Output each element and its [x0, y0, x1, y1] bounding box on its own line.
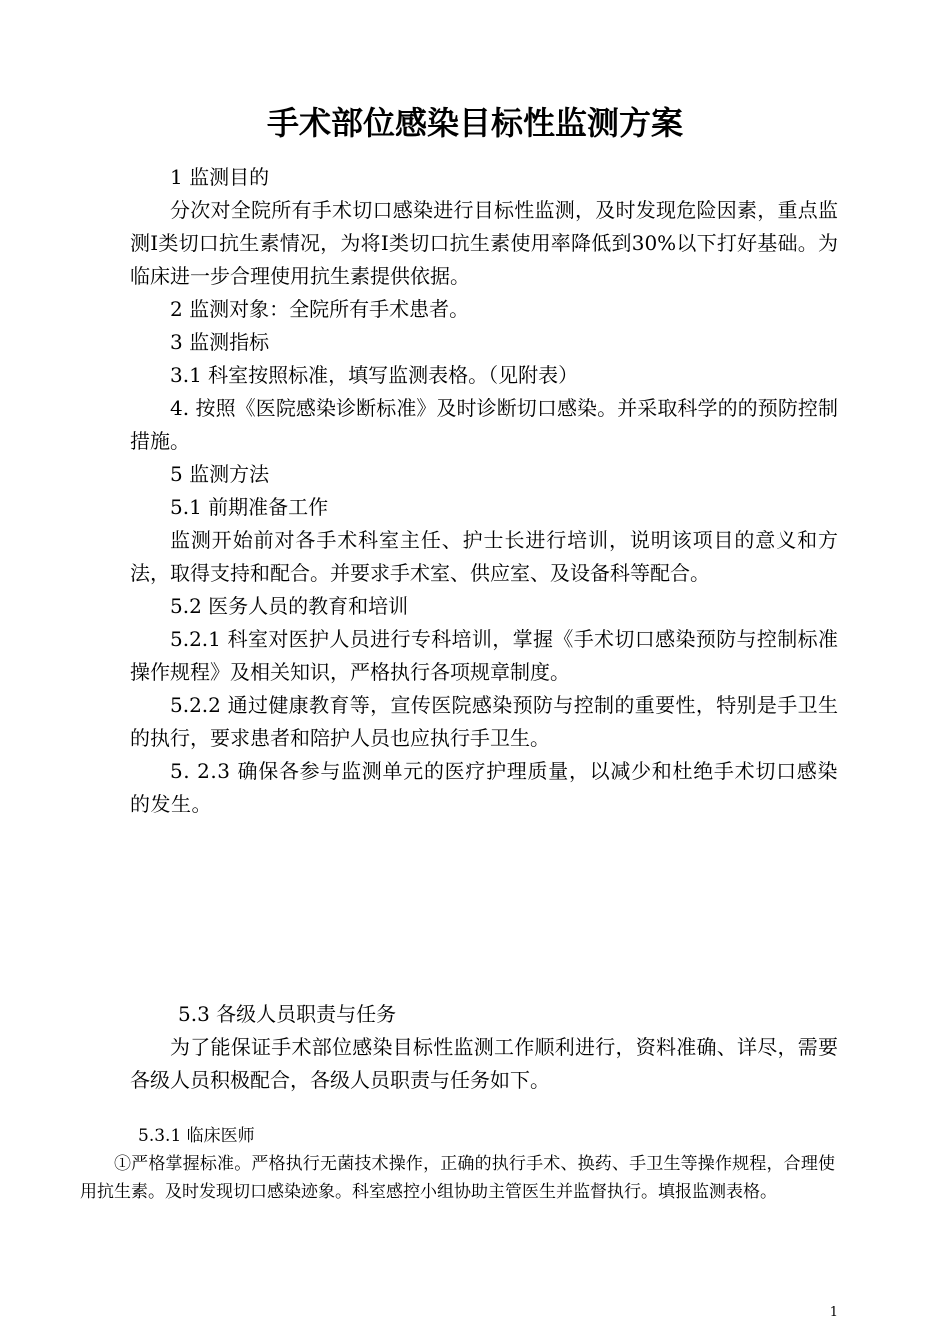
heading-monitoring-target: 2 监测对象：全院所有手术患者。: [170, 297, 470, 321]
paragraph-5-3-body: 为了能保证手术部位感染目标性监测工作顺利进行，资料准确、详尽，需要各级人员积极配合，各级人员职责与任务如下。: [130, 1035, 838, 1092]
paragraph-5-1-body: 监测开始前对各手术科室主任、护士长进行培训，说明该项目的意义和方法，取得支持和配合。并要求手术室、供应室、及设备科等配合。: [130, 528, 838, 585]
main-content: [130, 161, 838, 821]
page-number: 1: [829, 1305, 838, 1320]
heading-5-1: 5.1 前期准备工作: [170, 495, 329, 519]
paragraph-3-1: 3.1 科室按照标准，填写监测表格。（见附表）: [170, 363, 579, 387]
paragraph-5-2-2: 5.2.2 通过健康教育等，宣传医院感染预防与控制的重要性，特别是手卫生的执行，要求患者和陪护人员也应执行手卫生。: [130, 693, 838, 750]
heading-monitoring-indicators: 3 监测指标: [170, 330, 270, 354]
heading-5-3-1: 5.3.1 临床医师: [138, 1126, 255, 1146]
heading-monitoring-purpose: 1 监测目的: [170, 165, 270, 189]
paragraph-4: 4. 按照《医院感染诊断标准》及时诊断切口感染。并采取科学的的预防控制措施。: [130, 396, 838, 453]
paragraph-purpose-body: 分次对全院所有手术切口感染进行目标性监测，及时发现危险因素，重点监测Ⅰ类切口抗生素情况，为将Ⅰ类切口抗生素使用率降低到30%以下打好基础。为临床进一步合理使用抗生素提供依据。: [130, 198, 838, 288]
paragraph-5-2-1: 5.2.1 科室对医护人员进行专科培训，掌握《手术切口感染预防与控制标准操作规程》及相关知识，严格执行各项规章制度。: [130, 627, 838, 684]
heading-5-3: 5.3 各级人员职责与任务: [178, 1002, 397, 1026]
heading-5-2: 5.2 医务人员的教育和培训: [170, 594, 409, 618]
heading-monitoring-method: 5 监测方法: [170, 462, 270, 486]
document-title: 手术部位感染目标性监测方案: [266, 104, 683, 142]
paragraph-5-3-1-body: ①严格掌握标准。严格执行无菌技术操作，正确的执行手术、换药、手卫生等操作规程，合理使用抗生素。及时发现切口感染迹象。科室感控小组协助主管医生并监督执行。填报监测表格。: [80, 1154, 835, 1202]
paragraph-5-2-3: 5. 2.3 确保各参与监测单元的医疗护理质量，以减少和杜绝手术切口感染的发生。: [130, 759, 838, 816]
section-5-3: [130, 998, 838, 1097]
